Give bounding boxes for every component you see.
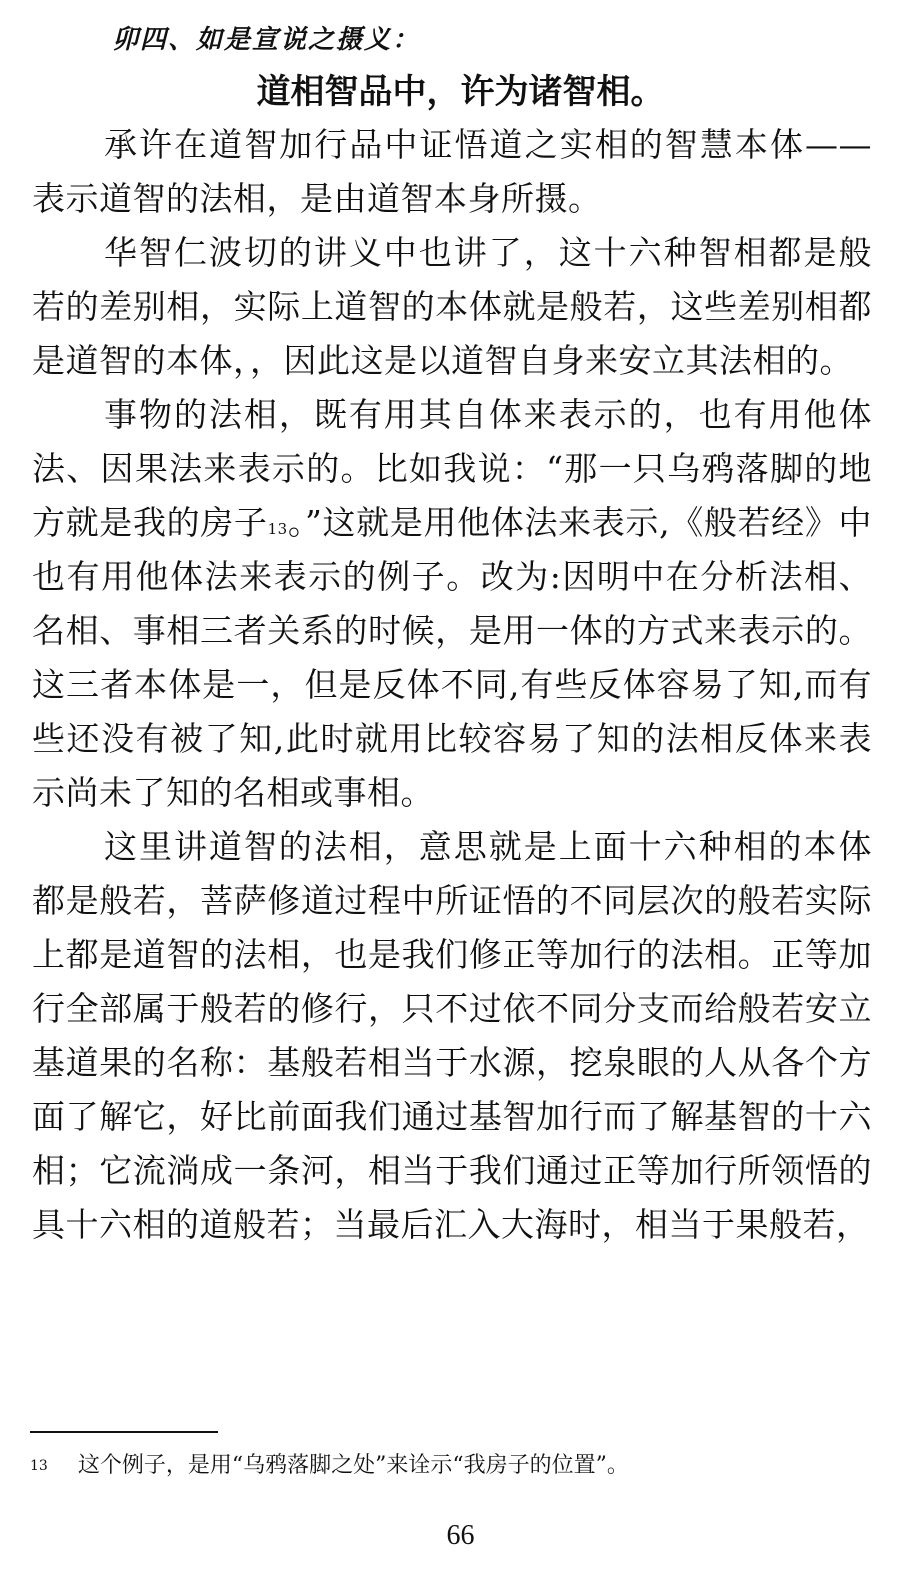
footnote-divider [30, 1431, 218, 1433]
paragraph-3-part-2: 。”这就是用他体法来表示,《般若经》中也有用他体法来表示的例子。改为:因明中在分析法相、名相、事相三者关系的时候，是用一体的方式来表示的。这三者本体是一，但是反体不同,有些反体容易了知,而有些还没有被了知,此时就用比较容易了知的法相反体来表示尚未了知的名相或事相。 [32, 503, 872, 812]
footnote [30, 1450, 890, 1482]
footnote-text: 这个例子，是用“乌鸦落脚之处”来诠示“我房子的位置”。 [77, 1453, 629, 1478]
footnote-reference[interactable]: 13 [267, 520, 288, 538]
paragraph-1: 承许在道智加行品中证悟道之实相的智慧本体——表示道智的法相，是由道智本身所摄。 [32, 125, 872, 218]
body-text [32, 118, 872, 1252]
paragraph-2: 华智仁波切的讲义中也讲了，这十六种智相都是般若的差别相，实际上道智的本体就是般若，这些差别相都是道智的本体，，因此这是以道智自身来安立其法相的。 [32, 233, 872, 380]
section-heading: 卯四、如是宣说之摄义： [112, 25, 421, 55]
paragraph-3-part-1: 事物的法相，既有用其自体来表示的，也有用他体法、因果法来表示的。比如我说：“那一只乌鸦落脚的地方就是我的房子 [32, 395, 872, 542]
footnote-number: 13 [30, 1458, 48, 1474]
paragraph-3 [32, 388, 872, 820]
page-number: 66 [446, 1520, 475, 1551]
paragraph-4: 这里讲道智的法相，意思就是上面十六种相的本体都是般若，菩萨修道过程中所证悟的不同层次的般若实际上都是道智的法相，也是我们修正等加行的法相。正等加行全部属于般若的修行，只不过依不同分支而给般若安立基道果的名称：基般若相当于水源，挖泉眼的人从各个方面了解它，好比前面我们通过基智加行而了解基智的十六相；它流淌成一条河，相当于我们通过正等加行所领悟的具十六相的道般若；当最后汇入大海时，相当于果般若， [32, 827, 872, 1244]
verse-heading: 道相智品中，许为诸智相。 [256, 72, 665, 112]
